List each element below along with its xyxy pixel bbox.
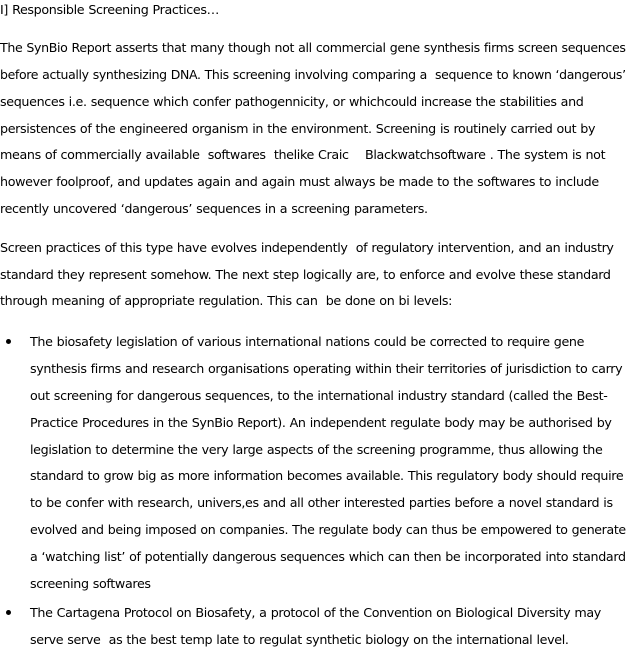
paragraph-1-line: however foolproof, and updates again and again must always be made to the softwares to include [0, 174, 599, 189]
bullet-item-line: standard to grow big as more information becomes available. This regulatory body should require [30, 468, 624, 483]
bullet-item-line: Practice Procedures in the SynBio Report). An independent regulate body may be authorised by [30, 415, 612, 430]
paragraph-2-line: standard they represent somehow. The next step logically are, to enforce and evolve these standard [0, 267, 611, 282]
paragraph-1-line: recently uncovered ‘dangerous’ sequences in a screening parameters. [0, 201, 428, 216]
paragraph-1-line: before actually synthesizing DNA. This screening involving comparing a sequence to known ‘dangerous’ [0, 67, 626, 82]
bullet-item-line: a ‘watching list’ of potentially dangerous sequences which can then be incorporated into standard [30, 549, 626, 564]
bullet-item-line: legislation to determine the very large aspects of the screening programme, thus allowing the [30, 442, 603, 457]
bullet-item-line: synthesis firms and research organisations operating within their territories of jurisdiction to carry [30, 361, 623, 376]
paragraph-2-line: through meaning of appropriate regulation. This can be done on bi levels: [0, 293, 453, 308]
bullet-item-line: evolved and being imposed on companies. The regulate body can thus be empowered to generate [30, 522, 626, 537]
paragraph-1-line: The SynBio Report asserts that many though not all commercial gene synthesis firms screen sequences [0, 40, 626, 55]
bullet-item-line: to be confer with research, univers,es and all other interested parties before a novel standard is [30, 495, 613, 510]
bullet-dot-icon [6, 610, 11, 615]
bullet-item-line: The biosafety legislation of various international nations could be corrected to require gene [30, 334, 585, 349]
paragraph-1-line: persistences of the engineered organism in the environment. Screening is routinely carried out by [0, 121, 596, 136]
bullet-item-line: out screening for dangerous sequences, to the international industry standard (called the Best- [30, 388, 608, 403]
paragraph-2-line: Screen practices of this type have evolves independently of regulatory intervention, and an industry [0, 240, 614, 255]
paragraph-1-line: sequences i.e. sequence which confer pathogennicity, or whichcould increase the stabilities and [0, 94, 584, 109]
paragraph-1-line: means of commercially available softwares thelike Craic Blackwatchsoftware . The system is not [0, 147, 606, 162]
bullet-item-line: The Cartagena Protocol on Biosafety, a protocol of the Convention on Biological Diversity may [30, 605, 601, 620]
bullet-dot-icon [6, 339, 11, 344]
bullet-item-line: screening softwares [30, 576, 151, 591]
section-heading: I] Responsible Screening Practices… [0, 2, 219, 17]
bullet-item-line: serve serve as the best temp late to regulat synthetic biology on the international level. [30, 632, 569, 647]
